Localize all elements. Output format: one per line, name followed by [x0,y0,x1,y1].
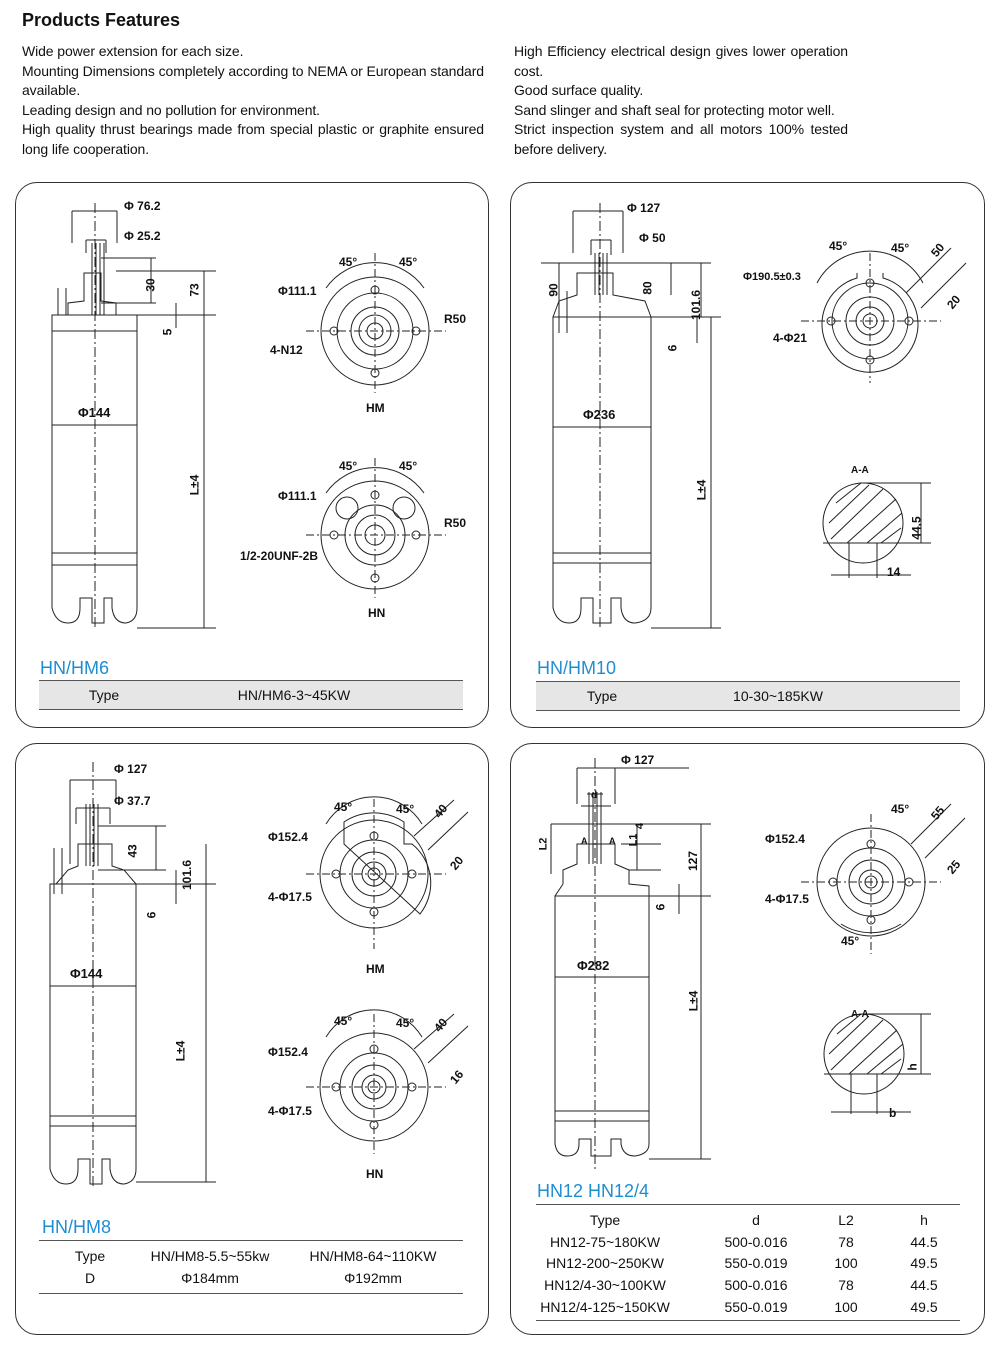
dim-label: Φ190.5±0.3 [743,271,801,283]
dim-label: 1/2-20UNF-2B [240,549,319,563]
panel-title: HN12 HN12/4 [537,1181,650,1201]
table-cell: Φ184mm [181,1270,239,1286]
dim-label: Φ 25.2 [124,229,161,243]
dim-label: Φ 127 [114,762,148,776]
table-cell: HN/HM8-64~110KW [309,1248,437,1264]
dim-label: 45° [399,255,418,269]
panel-hm6 [15,182,489,728]
dim-label: 127 [686,850,701,872]
dim-label: A-A [851,465,869,476]
table-cell: Type [74,1248,106,1264]
dim-label: 25 [944,857,964,877]
feature-item: Good surface quality. [514,82,644,98]
dim-label: 43 [125,844,140,858]
dim-label: 45° [891,241,910,255]
dim-label: L±4 [686,990,701,1012]
dim-label: HM [366,401,385,415]
dim-label: Φ152.4 [268,1045,308,1059]
dim-label: 4-N12 [270,343,303,357]
dim-label: Φ 76.2 [124,199,161,213]
dim-label: 4-Φ17.5 [268,890,312,904]
dim-label: d [591,790,598,801]
table-header-cell: L2 [838,1212,854,1228]
dim-label: L±4 [694,479,709,501]
dim-label: L1 [627,833,640,847]
dim-label: Φ 37.7 [114,794,151,808]
table-cell: HN/HM6-3~45KW [237,687,351,703]
dim-label: 45° [339,459,358,473]
dim-label: 45° [396,802,415,816]
dim-label: A [609,836,616,846]
feature-item: Leading design and no pollution for environment. [22,101,320,118]
dim-label: R50 [444,516,467,530]
dim-label: 45° [396,1016,415,1030]
feature-item: Sand slinger and shaft seal for protecting motor well. [514,101,835,118]
dim-label: 45° [891,802,910,816]
dim-label: 4-Φ21 [773,331,807,345]
table-divider [536,1320,960,1321]
table-divider [536,1204,960,1205]
table-cell: 550-0.019 [724,1299,788,1315]
dim-label: 73 [187,283,202,297]
table-cell: Φ192mm [344,1270,402,1286]
table-header-cell: d [752,1212,760,1228]
panel-title: HN/HM8 [42,1217,112,1237]
dim-label: 40 [431,801,451,821]
dim-label: h [905,1063,920,1071]
table-cell: 500-0.016 [724,1277,788,1293]
table-cell: Type [88,687,120,703]
dim-label: Φ152.4 [268,830,308,844]
table-cell: 44.5 [910,1277,938,1293]
table-cell: HN12-75~180KW [549,1234,661,1250]
feature-item: High Efficiency electrical design gives lower operation cost. [514,43,848,79]
dim-label: 4-Φ17.5 [765,892,809,906]
dim-label: Φ111.1 [278,284,317,298]
dim-label: HN [368,606,386,620]
dim-label: 45° [339,255,358,269]
feature-item: Mounting Dimensions completely according to NEMA or European standard available. [22,62,484,98]
table-divider [39,1293,463,1294]
table-cell: 78 [838,1277,854,1293]
dim-label: 6 [144,911,159,919]
table-cell: HN12/4-125~150KW [540,1299,670,1315]
feature-item: High quality thrust bearings made from special plastic or graphite ensured long life cooperation. [22,121,484,157]
dim-label: 5 [160,328,175,336]
dim-label: 20 [447,853,467,873]
drawing-hm6 [16,183,490,729]
dim-label: HN [366,1167,384,1181]
panel-hm8 [15,743,489,1335]
dim-label: Φ144 [78,405,111,420]
panel-hn12 [510,743,985,1335]
dim-label: A-A [851,1009,869,1020]
table-cell: HN12/4-30~100KW [544,1277,666,1293]
table-divider [536,710,960,711]
dim-label: Φ152.4 [765,832,805,846]
table-cell: 500-0.016 [724,1234,788,1250]
dim-label: R50 [444,312,467,326]
dim-label: Φ144 [70,966,103,981]
page-title: Products Features [22,10,181,30]
dim-label: L2 [537,837,550,851]
table-cell: 550-0.019 [724,1255,788,1271]
table-header-cell: h [920,1212,928,1228]
dim-label: 20 [944,292,964,312]
panel-title: HN/HM6 [40,658,110,678]
feature-item: Strict inspection system and all motors 100% tested before delivery. [514,121,848,157]
dim-label: 55 [928,803,948,823]
features-left [22,42,484,159]
table-header-cell: Type [589,1212,621,1228]
dim-label: 45° [841,934,860,948]
table-cell: HN12-200~250KW [546,1255,664,1271]
dim-label: 6 [665,344,680,352]
table-cell: 49.5 [910,1255,938,1271]
dim-label: 6 [653,903,668,911]
features-right [514,42,848,159]
table-cell: Type [586,688,618,704]
dim-label: Φ236 [583,407,616,422]
table-cell: D [84,1270,96,1286]
dim-label: 40 [431,1015,451,1035]
dim-label: 4 [634,822,647,830]
dim-label: 45° [829,239,848,253]
dim-label: 50 [928,240,948,260]
table-cell: 44.5 [910,1234,938,1250]
panel-hm10 [510,182,985,728]
dim-label: 44.5 [909,516,924,540]
dim-label: 14 [887,565,901,579]
dim-label: 45° [334,800,353,814]
dim-label: 30 [143,278,158,292]
table-divider [39,1240,463,1241]
dim-label: 45° [399,459,418,473]
table-cell: 100 [834,1299,858,1315]
dim-label: Φ 127 [627,201,661,215]
dim-label: 45° [334,1014,353,1028]
table-cell: HN/HM8-5.5~55kw [150,1248,270,1264]
dim-label: b [889,1106,897,1120]
table-divider [39,709,463,710]
table-cell: 49.5 [910,1299,938,1315]
dim-label: L±4 [173,1040,188,1062]
dim-label: Φ 127 [621,753,655,767]
table-cell: 78 [838,1234,854,1250]
table-cell: 100 [834,1255,858,1271]
dim-label: A [581,836,588,846]
dim-label: L±4 [187,474,202,496]
panel-title: HN/HM10 [537,658,617,678]
dim-label: 16 [447,1067,467,1087]
dim-label: Φ111.1 [278,489,317,503]
feature-item: Wide power extension for each size. [22,43,244,59]
dim-label: Φ282 [577,958,610,973]
dim-label: 80 [640,281,655,295]
dim-label: 101.6 [180,859,195,891]
drawing-hm10 [511,183,986,729]
dim-label: 90 [546,283,561,297]
table-cell: 10-30~185KW [733,688,823,704]
dim-label: 4-Φ17.5 [268,1104,312,1118]
dim-label: 101.6 [689,289,704,321]
dim-label: Φ 50 [639,231,666,245]
dim-label: HM [366,962,385,976]
